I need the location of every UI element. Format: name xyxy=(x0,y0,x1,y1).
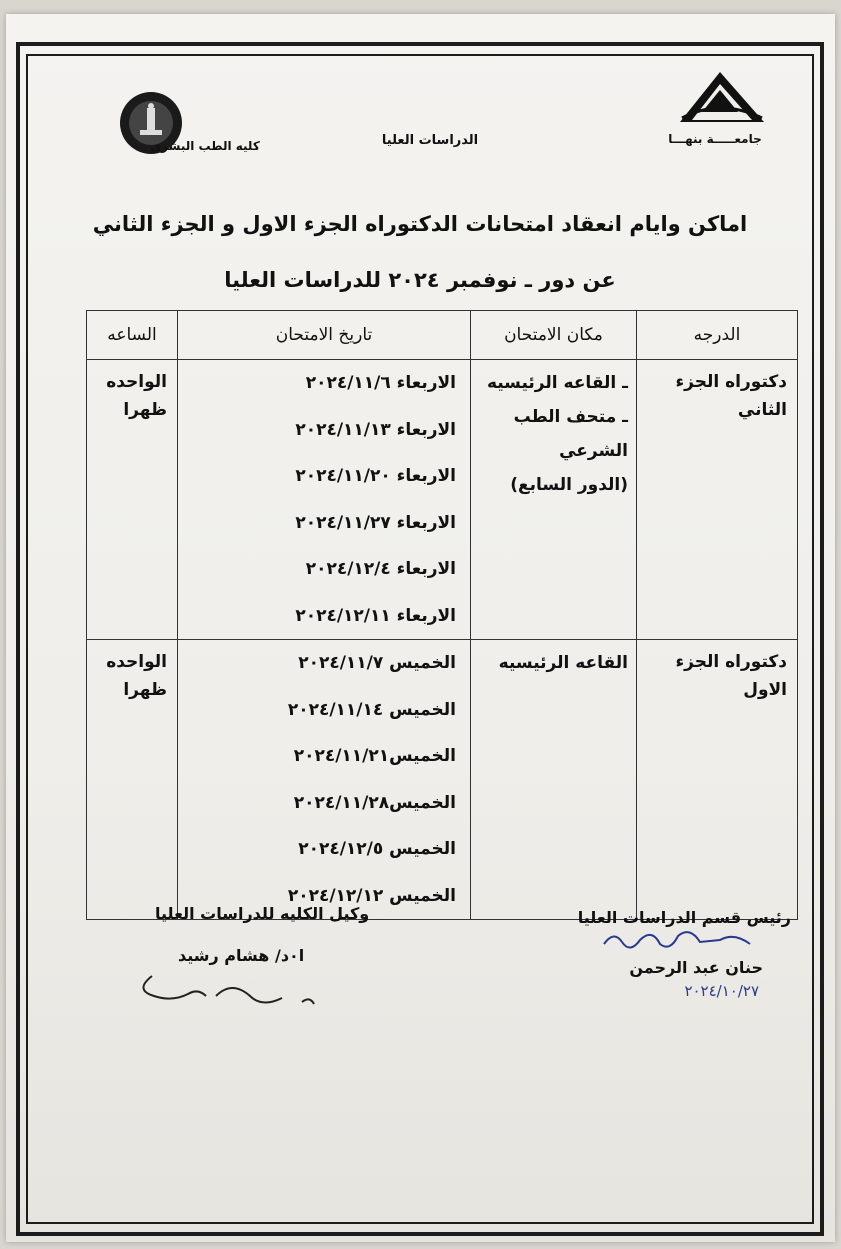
exam-date: الخميس٢٠٢٤/١١/٢٨ xyxy=(293,792,456,813)
exam-date: الاربعاء ٢٠٢٤/١٢/٤ xyxy=(305,559,456,579)
header-degree: الدرجه xyxy=(637,311,798,360)
exam-date: الاربعاء ٢٠٢٤/١١/١٣ xyxy=(295,419,456,440)
exam-date: الخميس ٢٠٢٤/١١/١٤ xyxy=(287,699,456,720)
exam-date: الاربعاء ٢٠٢٤/١٢/١١ xyxy=(295,605,456,626)
handwritten-signature-left xyxy=(132,966,322,1022)
exam-date: الخميس ٢٠٢٤/١٢/١٢ xyxy=(287,885,456,906)
header-time: الساعه xyxy=(87,311,178,360)
signature-right-title: رئيس قسم الدراسات العليا xyxy=(577,908,791,927)
place-line: (الدور السابع) xyxy=(510,475,628,495)
time-cell xyxy=(87,640,178,920)
exam-date: الخميس ٢٠٢٤/١١/٧ xyxy=(298,653,456,673)
date-cell xyxy=(178,640,471,920)
document-subtitle: عن دور ـ نوفمبر ٢٠٢٤ للدراسات العليا xyxy=(224,268,616,292)
table-row xyxy=(87,640,798,920)
place-cell xyxy=(471,640,637,920)
exam-date: الخميس ٢٠٢٤/١٢/٥ xyxy=(298,839,456,859)
faculty-name: كليه الطب البشري xyxy=(150,139,260,153)
place-line: ـ القاعه الرئيسيه xyxy=(486,373,628,393)
exam-date: الاربعاء ٢٠٢٤/١١/٢٧ xyxy=(295,512,456,533)
degree-cell xyxy=(637,360,798,640)
exam-date: الخميس٢٠٢٤/١١/٢١ xyxy=(293,746,456,766)
signature-left-title: وكيل الكليه للدراسات العليا xyxy=(155,904,370,923)
university-name: جامعـــــة بنهـــا xyxy=(668,132,762,146)
place-line: ـ متحف الطب الشرعي xyxy=(513,407,628,461)
exam-date: الاربعاء ٢٠٢٤/١١/٦ xyxy=(305,373,456,393)
place-line: القاعه الرئيسيه xyxy=(498,653,628,673)
exam-date: الاربعاء ٢٠٢٤/١١/٢٠ xyxy=(295,466,456,486)
exam-schedule-table xyxy=(86,310,798,920)
time-cell xyxy=(87,360,178,640)
signature-left-name: ا٠د/ هشام رشيد xyxy=(178,946,305,965)
header-place: مكان الامتحان xyxy=(471,311,637,360)
degree-text: دكتوراه الجزء الاول xyxy=(675,652,787,700)
degree-text: دكتوراه الجزء الثاني xyxy=(675,372,787,420)
handwritten-signature-right xyxy=(600,922,760,958)
table-header-row xyxy=(87,311,798,360)
department-name: الدراسات العليا xyxy=(381,133,479,148)
degree-cell xyxy=(637,640,798,920)
time-text: الواحده ظهرا xyxy=(106,372,167,420)
table-row xyxy=(87,360,798,640)
signature-right-name: حنان عبد الرحمن xyxy=(629,958,763,977)
date-cell xyxy=(178,360,471,640)
document-title: اماكن وايام انعقاد امتحانات الدكتوراه الجزء الاول و الجزء الثاني xyxy=(92,212,748,236)
header-date: تاريخ الامتحان xyxy=(178,311,471,360)
signature-right-date: ٢٠٢٤/١٠/٢٧ xyxy=(684,982,759,1000)
place-cell xyxy=(471,360,637,640)
time-text: الواحده ظهرا xyxy=(106,652,167,700)
